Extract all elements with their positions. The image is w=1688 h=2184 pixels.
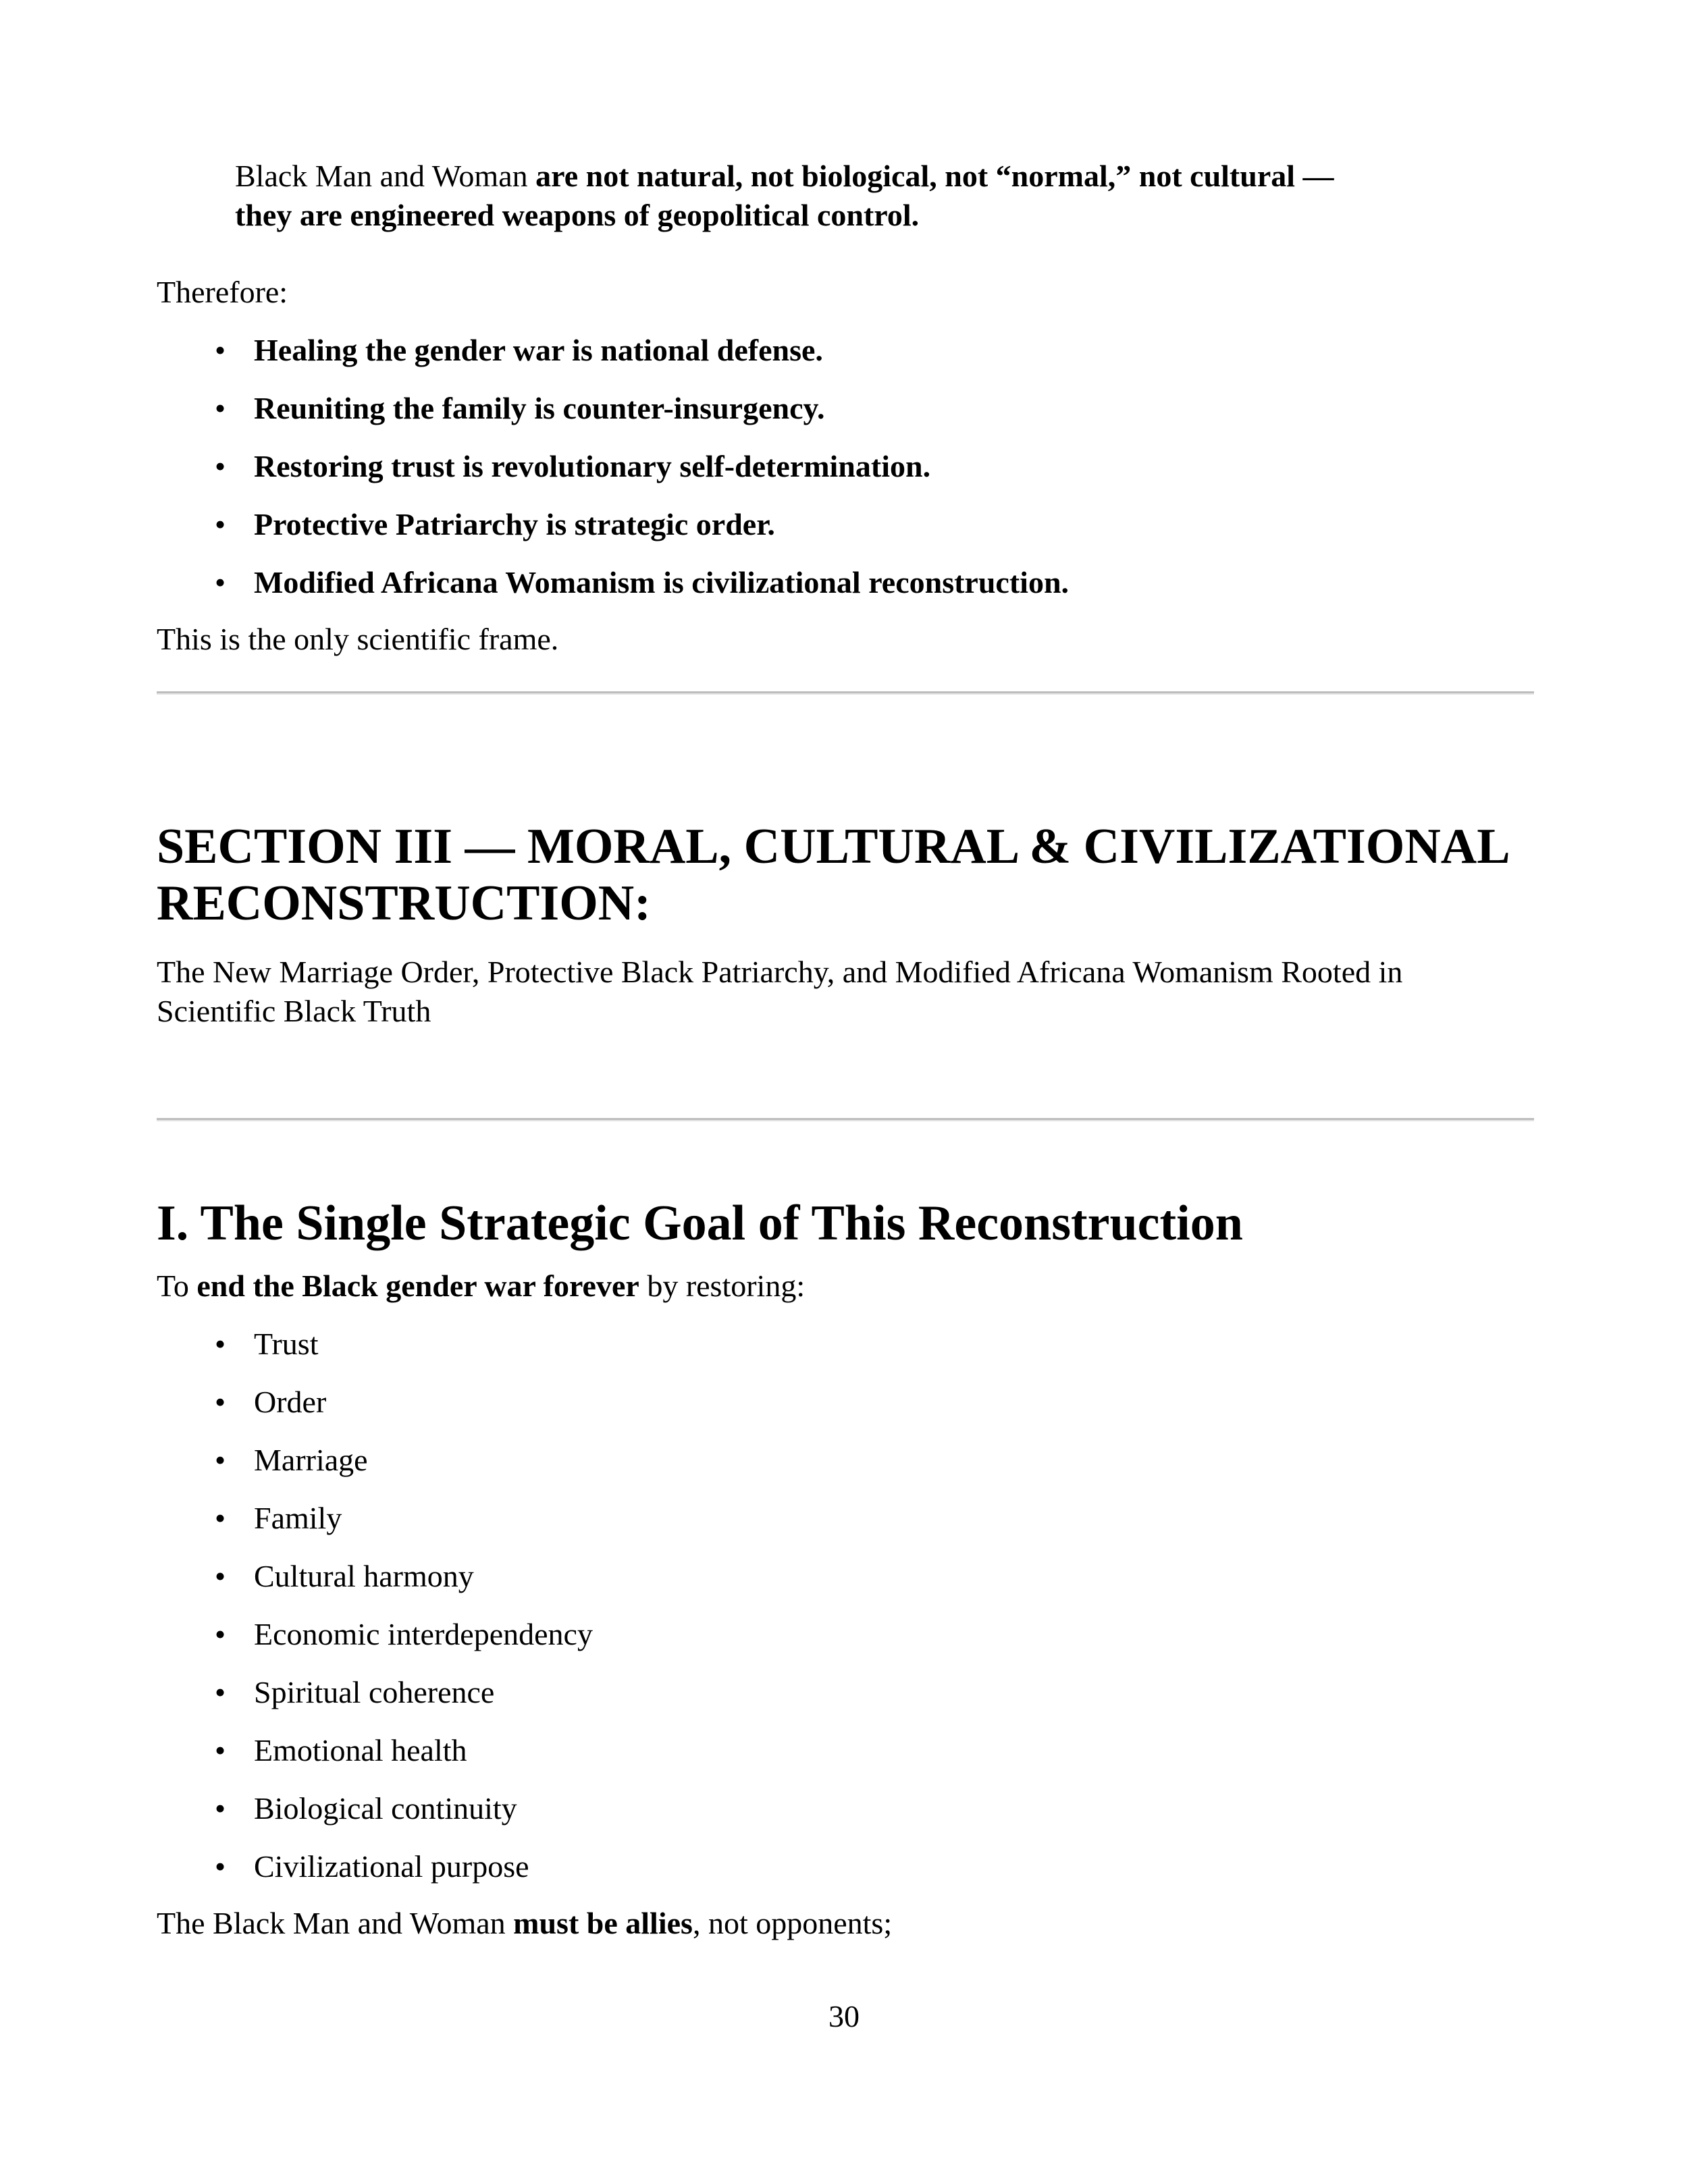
section-heading: [157, 818, 1575, 932]
section-title-line-2: RECONSTRUCTION:: [157, 876, 651, 931]
quote-line-1: [235, 157, 1334, 196]
subsection-intro: To end the Black gender war forever by restoring:: [157, 1269, 806, 1303]
bullet-icon: •: [215, 1849, 226, 1884]
bullet-icon: •: [215, 1617, 226, 1651]
subtitle-line-2: Scientific Black Truth: [157, 994, 431, 1028]
intro-bold-text: end the Black gender war forever: [196, 1269, 639, 1303]
bullet-icon: •: [215, 333, 226, 367]
subtitle-line-1: The New Marriage Order, Protective Black Patriarchy, and Modified Africana Womanism Rooted in: [157, 955, 1403, 989]
horizontal-rule: [157, 691, 1534, 695]
bullet-icon: •: [215, 1791, 226, 1826]
bullet-icon: •: [215, 1559, 226, 1593]
subsection-heading: I. The Single Strategic Goal of This Reconstruction: [157, 1196, 1243, 1251]
quote-line-2: [235, 196, 1334, 235]
bullet-icon: •: [215, 1327, 226, 1361]
bullet-icon: •: [215, 391, 226, 425]
quote-bold-text: are not natural, not biological, not “normal,” not cultural —: [535, 159, 1334, 193]
bullet-icon: •: [215, 1501, 226, 1535]
bullet-icon: •: [215, 1733, 226, 1767]
closing-bold-text: must be allies: [513, 1906, 693, 1940]
quote-plain-text: Black Man and Woman: [235, 159, 536, 193]
bullet-icon: •: [215, 1385, 226, 1419]
page-number: 30: [828, 1999, 860, 2033]
closing-statement: The Black Man and Woman must be allies, not opponents;: [157, 1906, 893, 1940]
bullet-icon: •: [215, 507, 226, 541]
document-page: Black Man and Woman are not natural, not biological, not “normal,” not cultural — they are engineered weapons of geopolitical control. Therefore: • Healing the gender war is national defense. • Reuniting the family is counter-insurgency. • Restoring trust is revolutionary self-determination. • Protective Patriarchy is strategic order. • Modified Africana Womanism is civilizational reconstruction. This is the only scientific frame. SECTION III — MORAL, CULTURAL & CIVILIZATIONAL RECONSTRUCTION: The New Marriage Order, Protective Black Patriarchy, and Modified Africana Womanism Rooted in Scientific Black Truth I. The Single Strategic Goal of This Reconstruction To end the Black gender war forever by restoring: • Trust • Order • Marriage • Family • Cultural harmony • Economic interdependency • Spiritual coherence • Emotional health • Biological continuity • Civilizational purpose The Black Man and Woman must be allies, not opponents; 30: [0, 0, 1688, 2184]
therefore-label: Therefore:: [157, 275, 288, 309]
horizontal-rule: [157, 1118, 1534, 1121]
section-title-line-1: SECTION III — MORAL, CULTURAL & CIVILIZATIONAL: [157, 819, 1510, 874]
bullet-icon: •: [215, 565, 226, 600]
quote-bold-text-2: they are engineered weapons of geopolitical control.: [235, 198, 920, 232]
bullet-icon: •: [215, 449, 226, 483]
block-quote: [235, 157, 1334, 235]
frame-statement: This is the only scientific frame.: [157, 622, 559, 656]
bullet-icon: •: [215, 1443, 226, 1477]
section-subtitle: [157, 953, 1534, 1031]
bullet-icon: •: [215, 1675, 226, 1709]
